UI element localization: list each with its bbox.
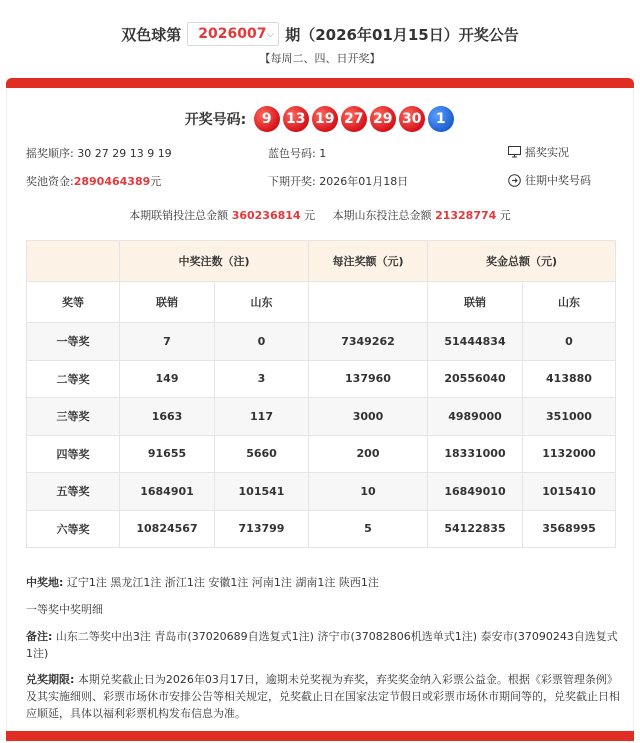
cell-level: 二等奖 <box>27 360 120 398</box>
cell-total-union: 18331000 <box>428 435 523 473</box>
draw-order-value: 30 27 29 13 9 19 <box>77 147 172 160</box>
cell-total-shandong: 1015410 <box>523 473 616 511</box>
red-ball: 30 <box>399 106 425 132</box>
title-prefix: 双色球第 <box>121 25 182 44</box>
first-prize-detail: 一等奖中奖明细 <box>26 603 103 616</box>
live-draw-label: 摇奖实况 <box>525 146 569 159</box>
draw-order <box>26 145 172 161</box>
arrow-circle-icon <box>508 174 521 187</box>
cell-total-union: 54122835 <box>428 510 523 548</box>
blue-number <box>268 145 326 161</box>
prize-pool <box>26 173 161 189</box>
table-row <box>27 473 616 511</box>
monitor-icon <box>508 146 521 159</box>
note <box>26 628 620 662</box>
cell-union: 1684901 <box>120 473 215 511</box>
cell-total-shandong: 413880 <box>523 360 616 398</box>
panel-top-bar <box>6 78 634 88</box>
draw-order-label: 摇奖顺序: <box>26 147 74 160</box>
blue-ball: 1 <box>428 106 454 132</box>
draw-schedule: 【每周二、四、日开奖】 <box>259 52 381 65</box>
prize-pool-value: 2890464389 <box>73 175 151 188</box>
cell-union: 149 <box>120 360 215 398</box>
cell-total-shandong: 351000 <box>523 398 616 436</box>
red-ball: 27 <box>341 106 367 132</box>
history-link[interactable] <box>508 172 591 188</box>
header-each-blank <box>309 282 428 323</box>
table-row <box>27 510 616 548</box>
issue-select[interactable] <box>187 22 279 46</box>
union-sales-value: 360236814 <box>231 209 301 222</box>
header-count: 中奖注数（注) <box>120 241 309 282</box>
table-subheader-row <box>27 282 616 323</box>
header-total-shandong: 山东 <box>523 282 616 323</box>
issue-value: 2026007 <box>198 26 267 42</box>
cell-shandong: 713799 <box>215 510 309 548</box>
cell-union: 7 <box>120 323 215 361</box>
cell-shandong: 117 <box>215 398 309 436</box>
cell-level: 五等奖 <box>27 473 120 511</box>
live-draw-link[interactable] <box>508 144 569 160</box>
shandong-sales-label: 本期山东投注总金额 <box>332 209 432 222</box>
cell-shandong: 0 <box>215 323 309 361</box>
cell-each: 7349262 <box>309 323 428 361</box>
cell-total-union: 20556040 <box>428 360 523 398</box>
cell-level: 三等奖 <box>27 398 120 436</box>
next-draw-value: 2026年01月18日 <box>319 175 409 188</box>
winner-regions <box>26 574 620 591</box>
shandong-sales-unit: 元 <box>499 209 511 222</box>
red-ball: 19 <box>312 106 338 132</box>
cell-each: 3000 <box>309 398 428 436</box>
winning-numbers-label: 开奖号码: <box>184 112 247 128</box>
history-label: 往期中奖号码 <box>525 174 591 187</box>
table-header-row <box>27 241 616 282</box>
red-ball: 13 <box>283 106 309 132</box>
cell-union: 1663 <box>120 398 215 436</box>
cell-level: 六等奖 <box>27 510 120 548</box>
cell-each: 137960 <box>309 360 428 398</box>
cell-total-union: 51444834 <box>428 323 523 361</box>
panel-bottom-bar <box>6 731 634 741</box>
union-sales-unit: 元 <box>304 209 316 222</box>
cell-each: 5 <box>309 510 428 548</box>
header <box>0 0 640 72</box>
red-ball: 9 <box>254 106 280 132</box>
next-draw <box>268 173 408 189</box>
cell-total-shandong: 3568995 <box>523 510 616 548</box>
deadline-value: 本期兑奖截止日为2026年03月17日，逾期未兑奖视为弃奖，弃奖奖金纳入彩票公益金。根据《彩票管理条例》及其实施细则、彩票市场休市安排公告等相关规定，兑奖截止日在国家法定节假日或彩票市场休市期间等的，兑奖截止日相应顺延，具体以福利彩票机构发布信息为准。 <box>26 673 620 720</box>
header-each: 每注奖额（元) <box>309 241 428 282</box>
header-shandong: 山东 <box>215 282 309 323</box>
header-union: 联销 <box>120 282 215 323</box>
cell-total-shandong: 0 <box>523 323 616 361</box>
deadline <box>26 671 620 722</box>
red-ball: 29 <box>370 106 396 132</box>
cell-union: 10824567 <box>120 510 215 548</box>
blue-number-label: 蓝色号码: <box>268 147 316 160</box>
table-row <box>27 323 616 361</box>
blue-number-value: 1 <box>319 147 327 160</box>
table-row <box>27 398 616 436</box>
cell-total-union: 16849010 <box>428 473 523 511</box>
cell-each: 200 <box>309 435 428 473</box>
note-value: 山东二等奖中出3注 青岛市(37020689自选复式1注) 济宁市(37082806机选单式1注) 泰安市(37090243自选复式1注) <box>26 630 618 660</box>
page-title <box>0 22 640 46</box>
prize-pool-label: 奖池资金: <box>26 175 74 188</box>
winner-regions-label: 中奖地: <box>26 576 64 589</box>
table-row <box>27 435 616 473</box>
note-label: 备注: <box>26 630 53 643</box>
cell-shandong: 5660 <box>215 435 309 473</box>
union-sales-label: 本期联销投注总金额 <box>129 209 229 222</box>
cell-total-shandong: 1132000 <box>523 435 616 473</box>
header-total: 奖金总额（元) <box>428 241 616 282</box>
deadline-label: 兑奖期限: <box>26 673 75 686</box>
cell-each: 10 <box>309 473 428 511</box>
winner-regions-value: 辽宁1注 黑龙江1注 浙江1注 安徽1注 河南1注 湖南1注 陕西1注 <box>66 576 379 589</box>
header-total-union: 联销 <box>428 282 523 323</box>
chevron-down-icon: ⌵ <box>266 28 275 40</box>
cell-shandong: 101541 <box>215 473 309 511</box>
shandong-sales-value: 21328774 <box>435 209 497 222</box>
table-row <box>27 360 616 398</box>
cell-total-union: 4989000 <box>428 398 523 436</box>
cell-level: 四等奖 <box>27 435 120 473</box>
title-suffix: 期（2026年01月15日）开奖公告 <box>285 25 519 44</box>
winning-numbers <box>0 106 640 132</box>
cell-union: 91655 <box>120 435 215 473</box>
sales-totals <box>0 207 640 223</box>
prize-table <box>26 240 616 548</box>
next-draw-label: 下期开奖: <box>268 175 316 188</box>
prize-pool-unit: 元 <box>150 175 162 188</box>
header-empty <box>27 241 120 282</box>
cell-shandong: 3 <box>215 360 309 398</box>
header-level: 奖等 <box>27 282 120 323</box>
cell-level: 一等奖 <box>27 323 120 361</box>
